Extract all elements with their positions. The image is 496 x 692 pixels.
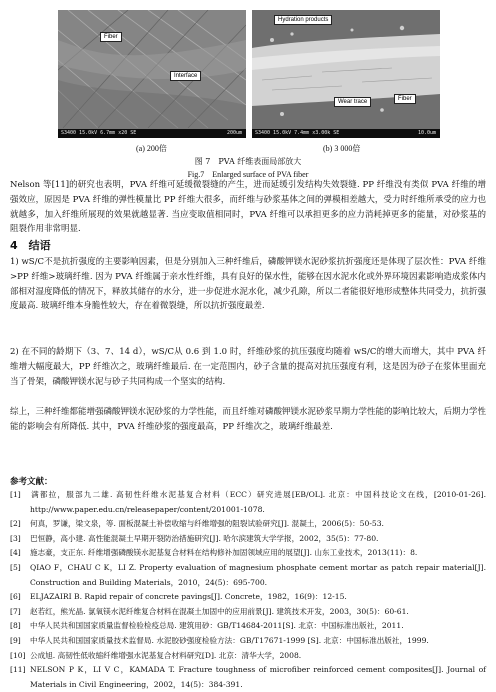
reference-text: 巴恒静，高小建. 高性能混凝土早期开裂防治措施研究[J]. 哈尔滨建筑大学学报，2002，35(5)：77-80.	[30, 533, 379, 543]
reference-item	[10, 663, 486, 692]
reference-text: NELSON P K，LI V C，KAMADA T. Fracture toughness of microfiber reinforced cement composites[J]. Journal of Materials in Civil Engineering，2002，14(5)：384-391.	[30, 665, 486, 689]
reference-item	[10, 488, 486, 517]
reference-item	[10, 532, 486, 547]
reference-list	[10, 488, 486, 692]
subcaption-a: (a) 200倍	[136, 144, 167, 153]
figure-caption-cn: 图 7 PVA 纤维表面局部放大	[194, 157, 302, 166]
sem-info-bar	[58, 129, 246, 138]
conclusion-summary: 综上，三种纤维都能增强磷酸钾镁水泥砂浆的力学性能，而且纤维对磷酸钾镁水泥砂浆早期力学性能的影响比较大，后期力学性能的影响会有所降低. 其中，PVA 纤维砂浆的强度最高，PP 纤维次之，玻璃纤维最差.	[10, 407, 487, 432]
reference-number: [2]	[10, 519, 21, 529]
subcaption-b: (b) 3 000倍	[323, 144, 361, 153]
reference-number: [6]	[10, 592, 21, 602]
reference-text: QIAO F，CHAU C K，LI Z. Property evaluation of magnesium phosphate cement mortar as patch repair material[J]. Construction and Building Materials，2010，24(5)：695-700.	[30, 562, 486, 587]
reference-text: 中华人民共和国国家质量监督检验检疫总局. 建筑用砂：GB/T14684-2011[S]. 北京：中国标准出版社，2011.	[30, 621, 404, 631]
sem-image-3000x	[252, 10, 440, 138]
reference-text: 中华人民共和国国家质量技术监督局. 水泥胶砂强度检验方法：GB/T17671-1999 [S]. 北京：中国标准出版社，1999.	[30, 635, 429, 645]
label-hydration-products: Hydration products	[274, 15, 332, 25]
reference-number: [7]	[10, 606, 21, 616]
reference-text: 公成旭. 高韧性低收缩纤维增强水泥基复合材料研究[D]. 北京：清华大学，2008.	[30, 650, 302, 660]
paragraph-nelson: Nelson 等[11]的研究也表明，PVA 纤维可延缓微裂缝的产生，进而延缓引发结构失效裂缝. PP 纤维没有类似 PVA 纤维的增强效应，原因是 PVA 纤维的弹性模量比 PP 纤维大很多，而纤维与砂浆基体之间的弹模相差越大，受力时纤维所承受的应力也就越多，加入纤维所展现的效果就越显著. 当应变取值相同时，PVA 纤维可以承担更多的应力消耗掉更多的能量，对砂浆基的阻裂作用非常明显.	[10, 180, 486, 235]
sem-texture-a	[58, 10, 246, 129]
reference-number: [3]	[10, 533, 21, 543]
label-wear-trace: Wear trace	[334, 97, 371, 107]
sem-texture-b	[252, 10, 440, 129]
reference-item	[10, 590, 486, 605]
reference-item	[10, 649, 486, 664]
sem-info-bar-b	[252, 129, 440, 138]
reference-number: [5]	[10, 562, 21, 572]
reference-item	[10, 605, 486, 620]
references-title: 参考文献：	[10, 477, 53, 487]
reference-item	[10, 634, 486, 649]
reference-text: 满都拉，服部九二雄. 高韧性纤维水泥基复合材料（ECC）研究进展[EB/OL]. 北京：中国科技论文在线，[2010-01-26]. http://www.paper.edu.cn/releasepaper/content/201001-1078.	[30, 490, 486, 514]
conclusion-point-1: 1) wS/C不是抗折强度的主要影响因素，但是分别加入三种纤维后，磷酸钾镁水泥砂浆抗折强度还是体现了层次性：PVA 纤维>PP 纤维>玻璃纤维. 因为 PVA 纤维属于亲水性纤维，具有良好的保水性，能够在因水泥水化或外界环境因素影响造成浆体内部相对湿度降低的情况下，释放其储存的水分，进一步促进水泥水化，减少孔隙，所以二者能很好地形成整体共同受力，抗折强度最高. 玻璃纤维本身脆性较大，存在着微裂缝，所以抗折强度最差.	[10, 257, 487, 312]
sem-image-200x	[58, 10, 246, 138]
section-heading-conclusion: 4 结语	[10, 239, 51, 252]
reference-number: [1]	[10, 490, 21, 499]
reference-number: [10]	[10, 650, 26, 660]
sem-info: S3400 15.0kV 6.7mm x20 SE	[61, 130, 137, 136]
reference-text: 施志豪，支正东. 纤维增强磷酸镁水泥基复合材料在结构修补加固领域应用的展望[J]. 山东工业技术，2013(11)：8.	[30, 548, 418, 558]
reference-number: [11]	[10, 665, 26, 675]
figure-7	[0, 10, 496, 138]
figure-caption-en: Fig.7 Enlarged surface of PVA fiber	[187, 170, 309, 179]
conclusion-point-2: 2) 在不同的龄期下（3、7、14 d），wS/C从 0.6 到 1.0 时，纤维砂浆的抗压强度均随着 wS/C的增大而增大，其中 PVA 纤维增大幅度最大，PP 纤维次之，玻璃纤维最后. 在一定范围内，砂子含量的提高对抗压强度有利，这是因为砂子在浆体里面充当了骨架，磷酸钾镁水泥与砂子共同构成一个坚实的结构.	[10, 347, 486, 387]
reference-item	[10, 546, 486, 561]
scale-label-b: 10.0um	[417, 130, 436, 136]
reference-number: [9]	[10, 635, 21, 645]
scale-label: 200um	[226, 130, 242, 136]
sem-info-b: S3400 15.0kV 7.4mm x3.00k SE	[255, 130, 340, 136]
reference-text: 赵若红，熊光晶. 氯氧镁水泥纤维复合材料在混凝土加固中的应用前景[J]. 建筑技术开发，2003，30(5)：60-61.	[30, 606, 409, 616]
reference-number: [4]	[10, 548, 21, 558]
reference-item	[10, 561, 486, 590]
label-interface: Interface	[170, 71, 201, 81]
reference-text: ELJAZAIRI B. Rapid repair of concrete pavings[J]. Concrete，1982，16(9)：12-15.	[30, 592, 347, 602]
reference-number: [8]	[10, 621, 21, 631]
label-fiber: Fiber	[100, 32, 122, 42]
reference-text: 何真，罗谦，梁文泉，等. 面板混凝土补偿收缩与纤维增强的阻裂试验研究[J]. 混凝土，2006(5)：50-53.	[30, 519, 384, 529]
reference-item	[10, 517, 486, 532]
reference-item	[10, 619, 486, 634]
label-fiber-b: Fiber	[394, 94, 416, 104]
